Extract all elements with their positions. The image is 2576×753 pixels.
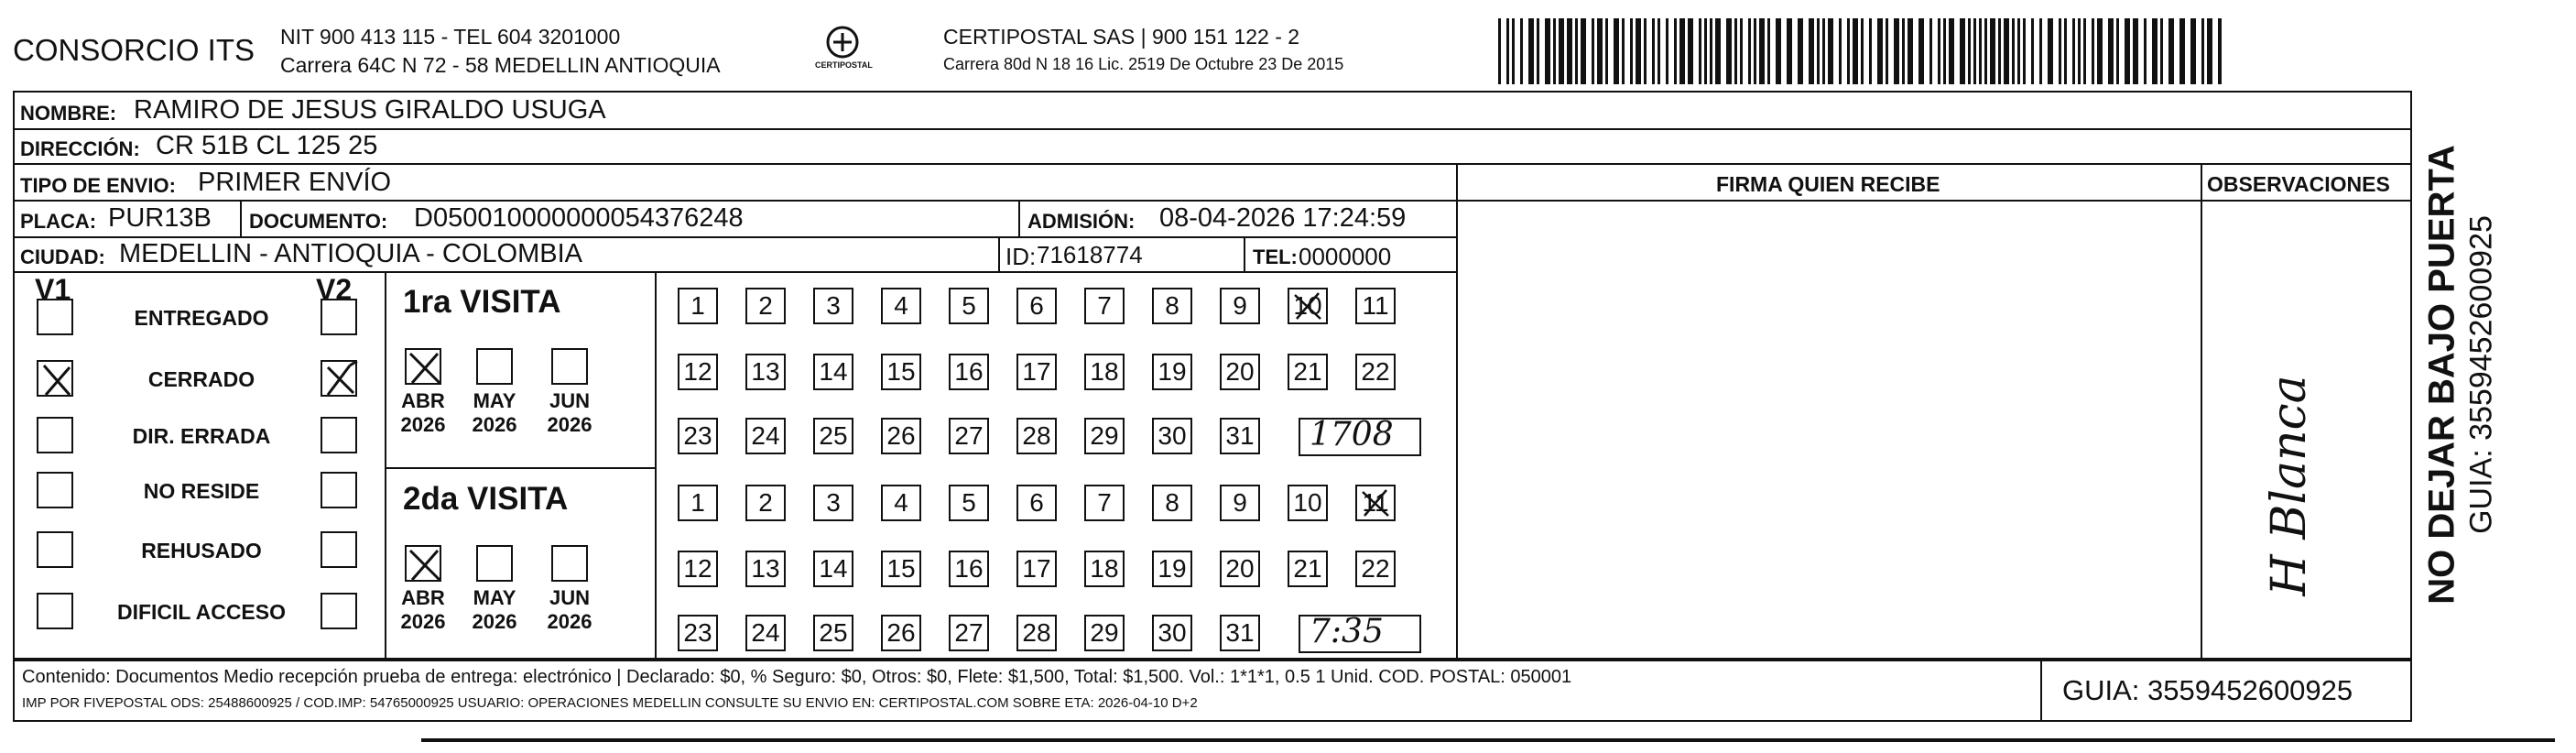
year-label: 2026 xyxy=(400,610,446,633)
day-number: 31 xyxy=(1225,421,1255,450)
day-cell-5[interactable] xyxy=(949,485,989,521)
day-number: 4 xyxy=(894,291,908,320)
day-number: 9 xyxy=(1233,488,1247,517)
day-number: 16 xyxy=(954,357,984,386)
day-number: 24 xyxy=(751,421,780,450)
month-label: MAY xyxy=(473,389,516,412)
status-label: CERRADO xyxy=(147,367,255,391)
day-number: 26 xyxy=(886,618,916,647)
day-number: 18 xyxy=(1090,554,1119,583)
v2-label: V2 xyxy=(316,273,353,306)
v2-checkbox-3[interactable] xyxy=(321,472,357,508)
month-checkbox-jun[interactable] xyxy=(551,545,588,582)
placa-label: PLACA: xyxy=(20,210,97,233)
day-cell-8[interactable] xyxy=(1152,485,1192,521)
documento-value: D050010000000054376248 xyxy=(414,203,744,233)
firma-header: FIRMA QUIEN RECIBE xyxy=(1716,172,1940,196)
check-x-icon xyxy=(407,547,443,584)
carrier-name: CERTIPOSTAL SAS | 900 151 122 - 2 xyxy=(943,25,1300,49)
day-number: 13 xyxy=(751,554,780,583)
day-cell-1[interactable] xyxy=(678,485,718,521)
day-number: 28 xyxy=(1022,421,1051,450)
day-number: 30 xyxy=(1158,421,1187,450)
month-checkbox-abr[interactable] xyxy=(405,348,441,385)
company-address: Carrera 64C N 72 - 58 MEDELLIN ANTIOQUIA xyxy=(280,53,721,77)
day-number: 25 xyxy=(819,618,848,647)
tipo-envio-value: PRIMER ENVÍO xyxy=(198,168,392,197)
tel-label: TEL: xyxy=(1253,246,1298,268)
ciudad-label: CIUDAD: xyxy=(20,246,105,268)
year-label: 2026 xyxy=(472,610,517,633)
day-number: 19 xyxy=(1158,554,1187,583)
day-number: 17 xyxy=(1022,554,1051,583)
day-cell-3[interactable] xyxy=(813,288,853,324)
day-cell-15[interactable] xyxy=(881,354,921,390)
day-cell-14[interactable] xyxy=(813,551,853,587)
day-cell-24[interactable] xyxy=(745,615,786,651)
day-number: 10 xyxy=(1293,488,1322,517)
day-number: 2 xyxy=(758,291,773,320)
day-cell-19[interactable] xyxy=(1152,354,1192,390)
day-cell-23[interactable] xyxy=(678,418,718,454)
visit-title-1: 2da VISITA xyxy=(403,481,569,517)
day-number: 10 xyxy=(1293,291,1322,320)
day-cell-9[interactable] xyxy=(1220,485,1260,521)
tel-value: 0000000 xyxy=(1299,243,1392,270)
day-number: 23 xyxy=(683,618,712,647)
day-number: 29 xyxy=(1090,421,1119,450)
day-cell-13[interactable] xyxy=(745,551,786,587)
v1-checkbox-5[interactable] xyxy=(37,593,73,629)
admision-label: ADMISIÓN: xyxy=(1027,210,1136,233)
day-cell-20[interactable] xyxy=(1220,354,1260,390)
day-cell-30[interactable] xyxy=(1152,615,1192,651)
day-cell-27[interactable] xyxy=(949,418,989,454)
day-number: 11 xyxy=(1362,488,1389,517)
day-cell-16[interactable] xyxy=(949,354,989,390)
day-cell-4[interactable] xyxy=(881,288,921,324)
day-number: 23 xyxy=(683,421,712,450)
nombre-value: RAMIRO DE JESUS GIRALDO USUGA xyxy=(134,95,606,125)
day-number: 27 xyxy=(954,618,984,647)
day-cell-10[interactable] xyxy=(1288,485,1328,521)
month-checkbox-may[interactable] xyxy=(476,545,513,582)
status-label: DIFICIL ACCESO xyxy=(116,600,286,624)
v2-checkbox-4[interactable] xyxy=(321,531,357,568)
year-label: 2026 xyxy=(472,413,517,436)
day-cell-1[interactable] xyxy=(678,288,718,324)
day-number: 16 xyxy=(954,554,984,583)
day-number: 15 xyxy=(886,357,916,386)
day-number: 9 xyxy=(1233,291,1247,320)
day-number: 12 xyxy=(683,357,712,386)
day-cell-31[interactable] xyxy=(1220,615,1260,651)
day-cell-3[interactable] xyxy=(813,485,853,521)
day-number: 6 xyxy=(1029,488,1044,517)
day-cell-2[interactable] xyxy=(745,485,786,521)
day-cell-24[interactable] xyxy=(745,418,786,454)
day-number: 7 xyxy=(1097,488,1112,517)
day-number: 13 xyxy=(751,357,780,386)
day-number: 31 xyxy=(1225,618,1255,647)
day-number: 22 xyxy=(1361,357,1390,386)
day-cell-29[interactable] xyxy=(1084,615,1125,651)
day-cell-5[interactable] xyxy=(949,288,989,324)
side-text-block xyxy=(2419,91,2502,660)
month-checkbox-abr[interactable] xyxy=(405,545,441,582)
day-number: 14 xyxy=(819,554,848,583)
day-cell-15[interactable] xyxy=(881,551,921,587)
day-number: 1 xyxy=(690,291,705,320)
day-number: 5 xyxy=(962,488,976,517)
day-number: 8 xyxy=(1165,291,1179,320)
day-number: 20 xyxy=(1225,357,1255,386)
day-number: 11 xyxy=(1362,291,1389,320)
day-cell-2[interactable] xyxy=(745,288,786,324)
month-label: MAY xyxy=(473,586,516,609)
v1-checkbox-4[interactable] xyxy=(37,531,73,568)
v1-checkbox-1[interactable] xyxy=(37,360,73,397)
tipo-envio-label: TIPO DE ENVIO: xyxy=(20,174,176,197)
status-label: NO RESIDE xyxy=(143,479,260,503)
footer-imp: IMP POR FIVEPOSTAL ODS: 25488600925 / COD.IMP: 54765000925 USUARIO: OPERACIONES MEDELLIN CONSULTE SU ENVIO EN: CERTIPOSTAL.COM SOBRE ETA: 2026-04-10 D+2 xyxy=(22,695,1198,711)
month-label: JUN xyxy=(549,389,590,412)
documento-label: DOCUMENTO: xyxy=(249,210,388,233)
day-number: 3 xyxy=(826,291,841,320)
year-label: 2026 xyxy=(547,413,592,436)
day-number: 1 xyxy=(690,488,705,517)
admision-value: 08-04-2026 17:24:59 xyxy=(1159,203,1407,233)
day-cell-28[interactable] xyxy=(1016,615,1057,651)
status-label: ENTREGADO xyxy=(134,306,269,330)
direccion-value: CR 51B CL 125 25 xyxy=(156,131,378,160)
day-number: 27 xyxy=(954,421,984,450)
day-number: 18 xyxy=(1090,357,1119,386)
day-cell-17[interactable] xyxy=(1016,551,1057,587)
v1-checkbox-2[interactable] xyxy=(37,417,73,453)
day-number: 19 xyxy=(1158,357,1187,386)
day-number: 28 xyxy=(1022,618,1051,647)
handwritten-time: 7:35 xyxy=(1310,613,1384,650)
day-number: 12 xyxy=(683,554,712,583)
year-label: 2026 xyxy=(547,610,592,633)
id-label: ID: xyxy=(1005,243,1037,270)
day-cell-13[interactable] xyxy=(745,354,786,390)
v2-checkbox-5[interactable] xyxy=(321,593,357,629)
day-number: 3 xyxy=(826,488,841,517)
logo-text: CERTIPOSTAL xyxy=(815,60,873,70)
day-number: 22 xyxy=(1361,554,1390,583)
check-x-icon xyxy=(407,350,443,387)
company-name: CONSORCIO ITS xyxy=(13,33,255,67)
day-cell-22[interactable] xyxy=(1355,354,1396,390)
day-number: 6 xyxy=(1029,291,1044,320)
day-cell-30[interactable] xyxy=(1152,418,1192,454)
day-cell-18[interactable] xyxy=(1084,551,1125,587)
nombre-label: NOMBRE: xyxy=(20,102,117,125)
signature xyxy=(2234,357,2344,632)
day-cell-7[interactable] xyxy=(1084,288,1125,324)
day-number: 17 xyxy=(1022,357,1051,386)
barcode xyxy=(1498,18,2222,84)
day-number: 14 xyxy=(819,357,848,386)
v2-checkbox-2[interactable] xyxy=(321,417,357,453)
day-cell-11[interactable] xyxy=(1355,288,1396,324)
day-cell-23[interactable] xyxy=(678,615,718,651)
carrier-address: Carrera 80d N 18 16 Lic. 2519 De Octubre 23 De 2015 xyxy=(943,55,1344,73)
day-cell-6[interactable] xyxy=(1016,485,1057,521)
day-cell-6[interactable] xyxy=(1016,288,1057,324)
day-cell-25[interactable] xyxy=(813,615,853,651)
direccion-label: DIRECCIÓN: xyxy=(20,137,140,160)
day-cell-9[interactable] xyxy=(1220,288,1260,324)
check-x-icon xyxy=(322,362,359,398)
visit-title-0: 1ra VISITA xyxy=(403,284,561,320)
side-guia: GUIA: 3559452600925 xyxy=(2463,215,2499,534)
day-cell-7[interactable] xyxy=(1084,485,1125,521)
day-cell-10[interactable] xyxy=(1288,288,1328,324)
certipostal-logo xyxy=(813,24,872,75)
day-number: 15 xyxy=(886,554,916,583)
day-number: 29 xyxy=(1090,618,1119,647)
day-cell-14[interactable] xyxy=(813,354,853,390)
v2-checkbox-1[interactable] xyxy=(321,360,357,397)
day-cell-29[interactable] xyxy=(1084,418,1125,454)
company-nit: NIT 900 413 115 - TEL 604 3201000 xyxy=(280,25,621,49)
day-cell-21[interactable] xyxy=(1288,354,1328,390)
time-box[interactable] xyxy=(1299,418,1421,456)
v2-checkbox-0[interactable] xyxy=(321,299,357,335)
day-number: 26 xyxy=(886,421,916,450)
day-cell-16[interactable] xyxy=(949,551,989,587)
day-cell-25[interactable] xyxy=(813,418,853,454)
day-cell-26[interactable] xyxy=(881,418,921,454)
strike-icon xyxy=(1288,288,1328,324)
day-cell-31[interactable] xyxy=(1220,418,1260,454)
status-label: DIR. ERRADA xyxy=(132,424,271,448)
day-number: 8 xyxy=(1165,488,1179,517)
day-cell-4[interactable] xyxy=(881,485,921,521)
month-label: ABR xyxy=(401,389,445,412)
no-dejar-bajo-puerta: NO DEJAR BAJO PUERTA xyxy=(2421,145,2462,605)
day-number: 30 xyxy=(1158,618,1187,647)
day-cell-28[interactable] xyxy=(1016,418,1057,454)
footer-content: Contenido: Documentos Medio recepción prueba de entrega: electrónico | Declarado: $0, % Seguro: $0, Otros: $0, Flete: $1,500, Total: $1,500. Vol.: 1*1*1, 0.5 1 Unid. COD. POSTAL: 050001 xyxy=(22,667,1572,687)
footer-guia: GUIA: 3559452600925 xyxy=(2062,674,2353,706)
day-number: 2 xyxy=(758,488,773,517)
day-number: 4 xyxy=(894,488,908,517)
time-box[interactable] xyxy=(1299,615,1421,653)
month-checkbox-jun[interactable] xyxy=(551,348,588,385)
day-cell-18[interactable] xyxy=(1084,354,1125,390)
year-label: 2026 xyxy=(400,413,446,436)
month-label: JUN xyxy=(549,586,590,609)
day-number: 24 xyxy=(751,618,780,647)
day-cell-26[interactable] xyxy=(881,615,921,651)
observaciones-header: OBSERVACIONES xyxy=(2207,172,2390,196)
day-cell-8[interactable] xyxy=(1152,288,1192,324)
day-number: 25 xyxy=(819,421,848,450)
day-cell-12[interactable] xyxy=(678,354,718,390)
month-checkbox-may[interactable] xyxy=(476,348,513,385)
day-number: 5 xyxy=(962,291,976,320)
v1-label: V1 xyxy=(35,273,71,306)
v1-checkbox-3[interactable] xyxy=(37,472,73,508)
id-value: 71618774 xyxy=(1037,241,1143,268)
day-cell-19[interactable] xyxy=(1152,551,1192,587)
signature-text: H Blanca xyxy=(2262,375,2317,596)
day-cell-11[interactable] xyxy=(1355,485,1396,521)
day-cell-27[interactable] xyxy=(949,615,989,651)
status-label: REHUSADO xyxy=(141,539,262,562)
check-x-icon xyxy=(38,362,75,398)
month-label: ABR xyxy=(401,586,445,609)
ciudad-value: MEDELLIN - ANTIOQUIA - COLOMBIA xyxy=(119,239,582,268)
day-number: 21 xyxy=(1293,554,1322,583)
day-cell-12[interactable] xyxy=(678,551,718,587)
placa-value: PUR13B xyxy=(108,203,212,233)
handwritten-time: 1708 xyxy=(1310,416,1394,453)
day-number: 20 xyxy=(1225,554,1255,583)
strike-icon xyxy=(1355,485,1396,521)
day-cell-17[interactable] xyxy=(1016,354,1057,390)
day-cell-20[interactable] xyxy=(1220,551,1260,587)
day-number: 7 xyxy=(1097,291,1112,320)
day-cell-22[interactable] xyxy=(1355,551,1396,587)
day-cell-21[interactable] xyxy=(1288,551,1328,587)
v1-checkbox-0[interactable] xyxy=(37,299,73,335)
day-number: 21 xyxy=(1293,357,1322,386)
